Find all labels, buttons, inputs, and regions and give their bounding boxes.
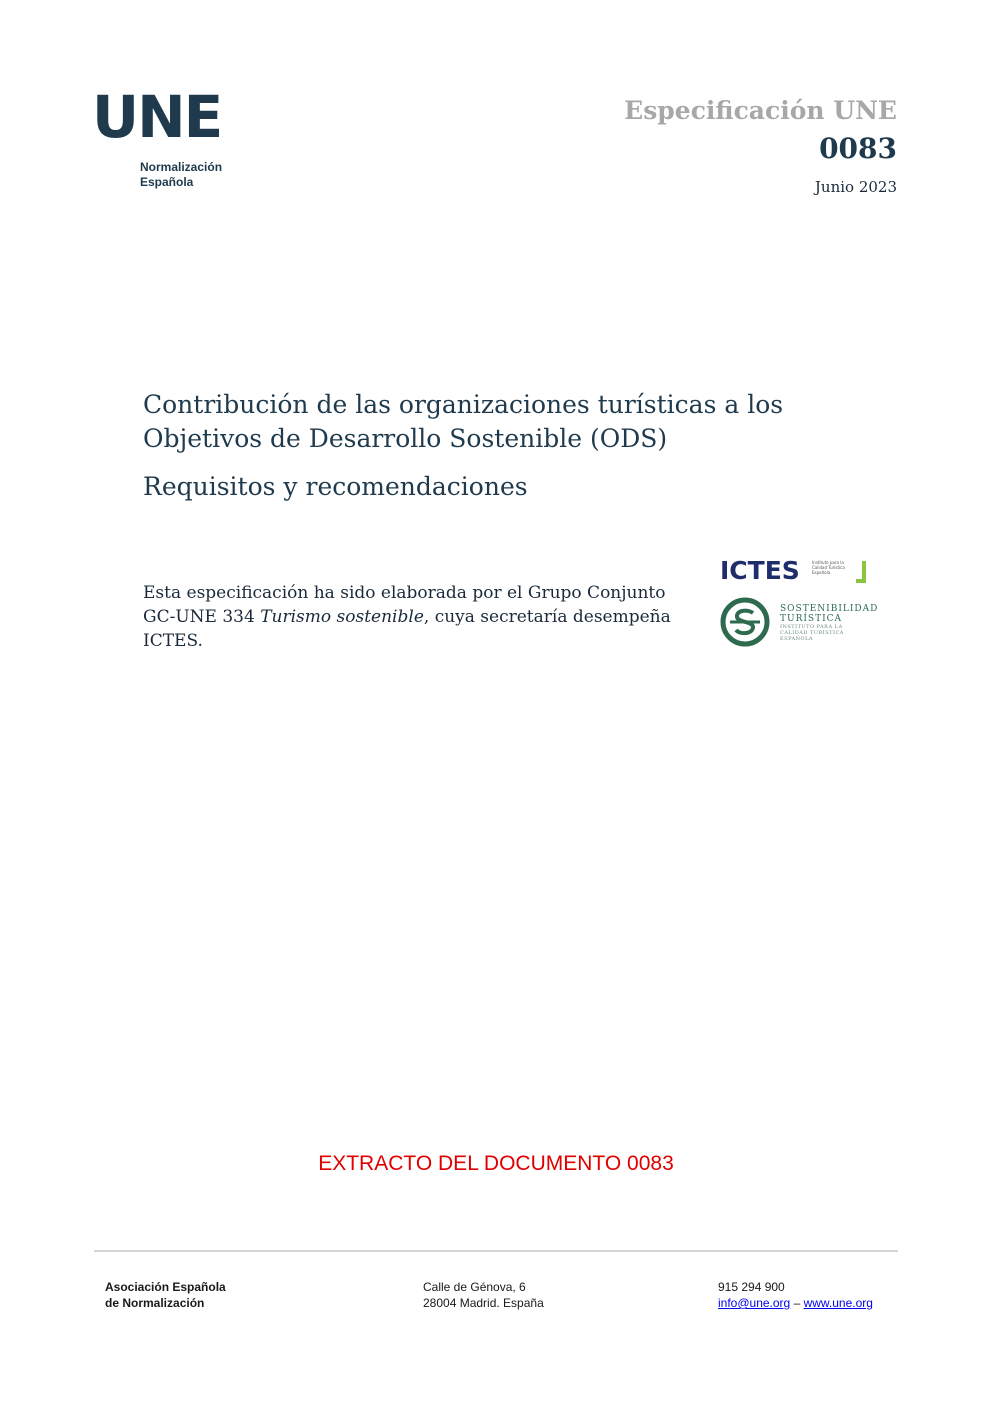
spec-label: Especificación UNE bbox=[624, 96, 897, 125]
ictes-logo-text: ICTES bbox=[720, 556, 800, 585]
sost-small-line: CALIDAD TURÍSTICA ESPAÑOLA bbox=[780, 630, 844, 642]
footer-address bbox=[423, 1279, 544, 1311]
ictes-logo-small-text: Instituto para la Calidad Turística Española bbox=[812, 560, 845, 575]
footer-address-line: 28004 Madrid. España bbox=[423, 1296, 544, 1310]
document-title bbox=[143, 388, 843, 456]
sostenibilidad-s-icon bbox=[720, 596, 772, 648]
extract-notice: EXTRACTO DEL DOCUMENTO 0083 bbox=[318, 1152, 674, 1175]
une-logo-subtitle bbox=[140, 160, 222, 190]
elaboration-text: Esta especificación ha sido elaborada por el Grupo Conjunto GC-UNE 334 bbox=[143, 583, 666, 627]
sost-line: TURÍSTICA bbox=[780, 614, 843, 624]
elaboration-text-end: , cuya secretaría desempeña ICTES. bbox=[143, 607, 671, 651]
footer-divider bbox=[94, 1250, 898, 1252]
footer-organization bbox=[105, 1279, 226, 1311]
committee-name: Turismo sostenible bbox=[260, 607, 424, 627]
une-logo-sub-line: Española bbox=[140, 175, 194, 189]
title-line: Contribución de las organizaciones turísticas a los bbox=[143, 390, 784, 419]
footer-contact bbox=[718, 1279, 873, 1311]
footer-phone: 915 294 900 bbox=[718, 1280, 785, 1294]
document-subtitle: Requisitos y recomendaciones bbox=[143, 472, 528, 501]
spec-date: Junio 2023 bbox=[814, 178, 897, 196]
ictes-logo bbox=[720, 557, 865, 587]
sost-small-line: INSTITUTO PARA LA bbox=[780, 624, 843, 630]
une-logo-text: UNE bbox=[92, 83, 222, 151]
sost-line: SOSTENIBILIDAD bbox=[780, 604, 879, 614]
footer-address-line: Calle de Génova, 6 bbox=[423, 1280, 526, 1294]
footer-separator: – bbox=[790, 1296, 804, 1310]
email-link[interactable]: info@une.org bbox=[718, 1296, 791, 1310]
sostenibilidad-logo-text bbox=[780, 604, 878, 642]
une-logo-sub-line: Normalización bbox=[140, 160, 223, 174]
title-line: Objetivos de Desarrollo Sostenible (ODS) bbox=[143, 424, 668, 453]
sostenibilidad-logo bbox=[720, 596, 879, 648]
footer-links bbox=[718, 1295, 873, 1311]
une-logo bbox=[92, 83, 232, 198]
web-link[interactable]: www.une.org bbox=[803, 1296, 873, 1310]
ictes-bracket-icon bbox=[856, 561, 866, 583]
footer-org-line: Asociación Española bbox=[105, 1280, 226, 1294]
elaboration-paragraph bbox=[143, 581, 683, 653]
footer-org-line: de Normalización bbox=[105, 1296, 205, 1310]
spec-number: 0083 bbox=[819, 132, 897, 165]
